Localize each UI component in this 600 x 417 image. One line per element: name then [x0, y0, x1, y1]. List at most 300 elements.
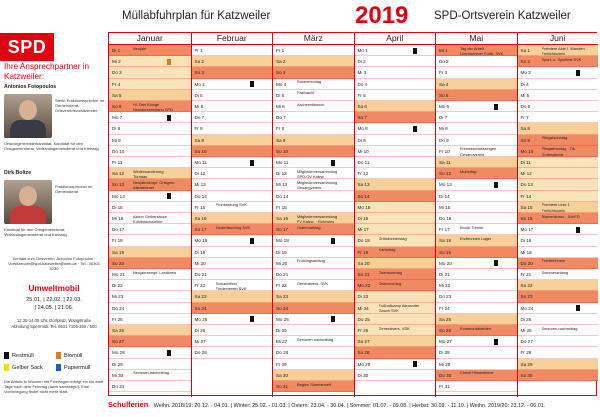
day-label: Mo 21 — [112, 272, 125, 277]
day-event: Kinderfasching SVK — [215, 224, 251, 230]
day-label: Sa 16 — [276, 216, 289, 221]
person-note: Ortsbürgermeisterkandidat, Kandidat für den Ortsgemeinderat, Verbandsgemeinderat und Kreistag — [4, 141, 99, 151]
day-row — [518, 280, 599, 291]
day-row — [355, 280, 436, 291]
day-label: So 24 — [276, 305, 289, 311]
day-label: Mo 6 — [439, 104, 450, 109]
day-label: Di 26 — [276, 328, 287, 333]
day-row — [436, 359, 517, 370]
day-row — [436, 146, 517, 157]
day-label: Mi 30 — [112, 372, 124, 378]
day-label: Do 9 — [439, 137, 449, 143]
day-row — [436, 291, 517, 302]
day-label: Sa 20 — [357, 260, 370, 266]
day-row — [436, 314, 517, 325]
day-row — [355, 168, 436, 179]
day-row — [355, 135, 436, 146]
day-label: Di 9 — [357, 137, 366, 143]
day-row — [518, 90, 599, 101]
day-label: Mi 17 — [357, 227, 369, 233]
day-row — [192, 45, 273, 56]
day-row — [518, 235, 599, 246]
day-event: Aktion Gelbersäcke Kühlbuschweiher — [133, 213, 167, 224]
day-row — [192, 280, 273, 291]
day-row — [192, 235, 273, 246]
restmuell-marker — [250, 316, 254, 322]
day-label: Do 11 — [357, 160, 370, 165]
day-label: Sa 8 — [520, 126, 530, 132]
day-label: Sa 23 — [194, 294, 207, 300]
day-row — [436, 347, 517, 358]
umweltmobil-info — [4, 318, 104, 329]
day-label: So 20 — [112, 260, 125, 266]
day-label: So 7 — [357, 115, 367, 121]
day-label: Di 26 — [194, 328, 206, 333]
day-event: Generalvers. SVK — [297, 280, 329, 286]
day-row — [436, 235, 517, 246]
day-label: Fr 26 — [357, 328, 369, 333]
day-label: Fr 5 — [357, 92, 366, 98]
day-event: Senioren-nachmittag — [541, 325, 578, 331]
day-row — [109, 347, 191, 358]
day-label: Mo 25 — [276, 316, 289, 322]
day-label: Mo 11 — [276, 160, 289, 165]
contact-person-2 — [4, 170, 104, 237]
day-label: So 6 — [112, 104, 122, 109]
day-row — [273, 168, 354, 179]
day-label: Fr 25 — [112, 316, 123, 322]
day-label: Sa 9 — [194, 137, 204, 143]
day-row — [109, 213, 191, 224]
day-row — [273, 112, 354, 123]
day-label: Fr 15 — [276, 204, 287, 210]
day-event: Neujahrsempf. Ortsgem. Altkaisbeuel — [133, 179, 176, 191]
day-event: Beginn Sommerzeit — [297, 381, 331, 387]
day-row — [518, 202, 599, 213]
day-row — [436, 79, 517, 90]
day-row — [109, 224, 191, 235]
month-column-mai — [435, 33, 517, 397]
day-label: Sa 27 — [357, 339, 370, 345]
day-label: Sa 30 — [276, 372, 289, 378]
day-row — [273, 179, 354, 190]
restmuell-marker — [331, 238, 335, 244]
restmuell-marker — [250, 81, 254, 87]
day-row — [192, 202, 273, 213]
day-row — [192, 347, 273, 358]
day-row — [273, 370, 354, 381]
day-label: Sa 26 — [112, 328, 125, 333]
day-event: Sport- u. Spielfest SVK — [541, 56, 582, 62]
day-row — [436, 191, 517, 202]
day-label: Mi 24 — [357, 305, 369, 311]
day-row — [273, 123, 354, 134]
restmuell-marker — [494, 182, 498, 188]
day-row — [273, 325, 354, 336]
day-label: Sa 4 — [439, 81, 449, 87]
day-row — [109, 79, 191, 90]
day-label: Di 5 — [194, 92, 203, 98]
day-event: Fastnacht — [297, 90, 315, 96]
day-row — [355, 235, 436, 246]
day-label: Di 5 — [276, 92, 285, 98]
school-holidays-text: Weihn. 2018/19: 20.12. - 04.01. | Winter: 25.02. - 01.03. | Ostern: 23.04. - 30.04. | Sommer: 01.07. - 09.08. | Herbst: 30.09. - 11.10. | Weihn. 2019/20: 23.12. - 06.01. — [153, 403, 546, 409]
day-label: Di 18 — [520, 238, 532, 244]
day-row — [518, 247, 599, 258]
day-label: So 14 — [357, 193, 370, 199]
day-label: Sa 18 — [439, 238, 452, 244]
restmuell-marker — [413, 48, 417, 54]
school-holidays-label: Schulferien — [108, 400, 149, 409]
day-row — [518, 123, 599, 134]
day-row — [355, 123, 436, 134]
day-row — [436, 336, 517, 347]
day-label: Fr 8 — [276, 126, 285, 132]
legend-label: Gelber Sack — [12, 364, 43, 371]
day-row — [273, 258, 354, 269]
day-event: Freundschaftssingen Gesangverein — [460, 146, 497, 157]
day-row — [273, 269, 354, 280]
day-row — [518, 359, 599, 370]
month-header: Juni — [518, 33, 599, 45]
day-event: Mitgliederversammlung SPD-OV Katzw. — [297, 168, 338, 179]
day-label: Sa 11 — [439, 160, 451, 165]
day-label: Di 30 — [357, 372, 369, 378]
day-event: Neujahr — [133, 45, 147, 51]
day-row — [436, 56, 517, 67]
day-label: Mi 20 — [276, 260, 288, 266]
day-row — [355, 56, 436, 67]
day-event: Neujahrsempf. Landkreis — [133, 269, 177, 275]
day-event: Mitgliederversammlung Gesangverein — [297, 179, 338, 191]
day-label: Mo 13 — [439, 182, 452, 188]
day-label: Mo 3 — [520, 70, 531, 76]
day-row — [192, 157, 273, 168]
day-row — [109, 258, 191, 269]
day-event: Erzbrunnen Lager — [460, 235, 492, 241]
day-row — [518, 101, 599, 112]
day-event: Premiere Akte I. Wanden Freilichtspiele — [541, 45, 585, 56]
day-label: So 24 — [194, 305, 207, 311]
day-label: Fr 31 — [439, 384, 450, 389]
day-event: Fronleichnam — [541, 258, 566, 264]
day-row — [109, 45, 191, 56]
restmuell-marker — [250, 238, 254, 244]
day-event: Boule-Turnier — [460, 224, 484, 230]
person-role: Stellv. Fraktionssprecher im Gemeinderat, Ortsvereinsvorsitzender — [55, 98, 105, 113]
day-label: So 10 — [194, 148, 207, 154]
day-row — [355, 157, 436, 168]
day-label: Di 23 — [357, 294, 369, 300]
month-column-februar — [191, 33, 273, 397]
day-row — [192, 269, 273, 280]
day-label: Mi 13 — [276, 182, 288, 188]
restmuell-marker — [576, 227, 580, 233]
day-row — [192, 123, 273, 134]
day-row — [109, 202, 191, 213]
day-label: Mi 22 — [439, 283, 451, 289]
day-label: Fr 19 — [357, 249, 369, 255]
day-label: So 23 — [520, 294, 533, 300]
day-row — [273, 314, 354, 325]
day-event: Blumenkorso · SchFD — [541, 213, 580, 219]
contacts-title: Ihre Ansprechpartner in Katzweiler: — [4, 62, 90, 81]
day-label: Mi 6 — [276, 104, 285, 109]
day-row — [436, 370, 517, 381]
day-event: Sommeranfang — [541, 269, 569, 275]
sperrmuell-contact: Abholung Sperrmüll: Tel. 0631 7105-250 / 500 — [11, 323, 97, 329]
day-row — [192, 314, 273, 325]
restmuell-marker — [494, 104, 498, 110]
day-row — [109, 303, 191, 314]
day-label: Sa 12 — [112, 171, 125, 177]
day-label: Fr 28 — [520, 350, 532, 356]
day-row — [355, 325, 436, 336]
day-row — [518, 269, 599, 280]
gelber-sack-swatch — [4, 364, 9, 371]
day-row — [273, 90, 354, 101]
day-label: Sa 15 — [520, 204, 533, 210]
day-label: So 16 — [520, 216, 533, 221]
day-row — [355, 359, 436, 370]
restmuell-marker — [250, 160, 254, 166]
day-event: Karfreitag — [378, 247, 396, 253]
day-row — [273, 157, 354, 168]
day-row — [192, 56, 273, 67]
day-label: Sa 1 — [520, 48, 530, 53]
person-note: Kandidat für den Ortsgemeinderat, Verbandsgemeinderat und Kreistag — [4, 227, 67, 237]
day-row — [436, 135, 517, 146]
day-row — [273, 146, 354, 157]
day-row — [192, 325, 273, 336]
day-label: Di 15 — [112, 204, 123, 210]
month-column-märz — [272, 33, 354, 397]
day-label: Mo 11 — [194, 160, 207, 165]
day-row — [436, 247, 517, 258]
day-label: So 19 — [439, 249, 452, 255]
day-row — [109, 370, 191, 381]
day-row — [273, 213, 354, 224]
day-row — [109, 56, 191, 67]
day-row — [273, 101, 354, 112]
month-column-juni — [517, 33, 599, 397]
day-label: Fr 29 — [276, 361, 287, 367]
day-row — [273, 381, 354, 392]
day-row — [518, 325, 599, 336]
day-row — [192, 146, 273, 157]
umweltmobil-title: Umweltmobil — [28, 284, 80, 293]
day-row — [355, 269, 436, 280]
day-event: Senioren-nachmittag — [297, 336, 333, 342]
party-contact: Kontakt zum Ortsverein: Antonios Fotopoulos · Vorsitzender@spd-katzweiler@web.de · Tel.: 06301 8230 — [8, 256, 100, 271]
day-row — [109, 269, 191, 280]
day-event: Ostersonntag — [378, 269, 402, 275]
day-row — [355, 303, 436, 314]
day-row — [192, 247, 273, 258]
day-label: Do 20 — [520, 260, 533, 266]
restmuell-marker — [413, 126, 417, 132]
day-row — [109, 135, 191, 146]
day-row — [436, 112, 517, 123]
day-row — [273, 336, 354, 347]
day-row — [518, 303, 599, 314]
day-row — [518, 157, 599, 168]
day-label: Fr 8 — [194, 126, 203, 132]
day-label: Di 2 — [357, 59, 366, 65]
day-label: So 17 — [276, 227, 289, 233]
day-label: So 10 — [276, 148, 289, 154]
day-label: Di 28 — [439, 350, 450, 356]
month-column-januar — [109, 33, 191, 397]
day-event: Schlachtfest Förderverein SVK — [215, 280, 247, 291]
day-label: Mo 25 — [194, 316, 208, 322]
legend-label: Papiermüll — [64, 364, 91, 371]
person-name: Dirk Boltze — [4, 170, 32, 176]
day-label: So 3 — [194, 70, 204, 76]
day-row — [109, 67, 191, 78]
legend-biomuell — [56, 352, 82, 359]
day-label: Mo 17 — [520, 227, 534, 233]
day-label: Fr 21 — [520, 272, 532, 277]
day-label: So 3 — [276, 70, 286, 76]
day-row — [273, 303, 354, 314]
day-row — [355, 146, 436, 157]
day-label: So 21 — [357, 272, 370, 277]
day-row — [109, 336, 191, 347]
day-label: So 28 — [357, 350, 370, 356]
day-label: Di 16 — [357, 216, 369, 221]
day-row — [518, 191, 599, 202]
day-label: Fr 12 — [357, 171, 369, 177]
day-label: Mi 15 — [439, 204, 451, 210]
day-row — [109, 314, 191, 325]
legend-papiermuell — [56, 364, 90, 371]
day-label: Do 18 — [357, 238, 370, 244]
day-label: Mi 6 — [194, 104, 204, 109]
person-role: Fraktionssprecher im Gemeinderat — [55, 184, 93, 194]
day-label: Do 31 — [112, 384, 125, 389]
umweltmobil-dates — [4, 296, 104, 312]
day-label: Fr 7 — [520, 115, 529, 121]
day-row — [355, 291, 436, 302]
day-label: Fr 11 — [112, 160, 123, 165]
page-title: Müllabfuhrplan für Katzweiler — [122, 10, 271, 22]
day-label: Mi 13 — [194, 182, 206, 188]
day-row — [192, 179, 273, 190]
day-row — [518, 168, 599, 179]
day-row — [109, 168, 191, 179]
day-label: Fr 18 — [112, 238, 123, 244]
day-label: Fr 24 — [439, 305, 450, 311]
day-label: Do 28 — [194, 350, 207, 356]
day-label: So 26 — [439, 328, 452, 333]
day-label: So 27 — [112, 339, 125, 345]
day-label: Sa 19 — [112, 249, 125, 255]
day-row — [518, 112, 599, 123]
day-row — [192, 213, 273, 224]
month-header: April — [355, 33, 436, 45]
day-event: Winterwanderung Turngau — [133, 168, 164, 179]
day-label: Mi 19 — [520, 249, 532, 255]
day-row — [518, 291, 599, 302]
day-event: Muttertag — [460, 168, 477, 174]
day-row — [109, 235, 191, 246]
day-row — [192, 67, 273, 78]
legend-gelber-sack — [4, 364, 43, 371]
umweltmobil-time: 12.35-14.05 Uhr, Dorfplatz, Waagstraße — [16, 318, 92, 323]
day-row — [518, 347, 599, 358]
day-label: Sa 22 — [520, 283, 533, 289]
day-row — [355, 90, 436, 101]
day-label: Mo 29 — [357, 361, 371, 367]
day-label: Do 21 — [194, 272, 207, 277]
day-row — [436, 303, 517, 314]
day-row — [192, 303, 273, 314]
contact-person-1 — [4, 84, 105, 151]
day-label: So 9 — [520, 137, 530, 143]
day-label: Do 7 — [194, 115, 205, 121]
day-event: Ostermontag — [378, 280, 401, 286]
day-label: Mi 27 — [194, 339, 206, 345]
legend-restmuell — [4, 352, 34, 359]
day-label: Di 19 — [276, 249, 287, 255]
day-row — [109, 179, 191, 190]
day-label: Fr 1 — [194, 48, 203, 53]
day-label: So 17 — [194, 227, 207, 233]
day-row — [436, 381, 517, 392]
day-label: Di 12 — [194, 171, 206, 177]
day-label: Mi 3 — [357, 70, 367, 76]
day-row — [192, 101, 273, 112]
day-row — [518, 213, 599, 224]
day-label: Do 17 — [112, 227, 125, 233]
restmuell-marker — [576, 305, 580, 311]
day-label: So 13 — [112, 182, 125, 188]
day-label: Di 1 — [112, 48, 121, 53]
day-row — [355, 202, 436, 213]
day-label: Do 16 — [439, 216, 452, 221]
day-row — [436, 90, 517, 101]
month-header: Januar — [109, 33, 191, 45]
day-label: Do 6 — [520, 104, 531, 109]
day-label: Mo 18 — [276, 238, 289, 244]
day-row — [436, 224, 517, 235]
day-label: Sa 13 — [357, 182, 370, 188]
day-row — [273, 79, 354, 90]
day-row — [518, 146, 599, 157]
biomuell-swatch — [56, 352, 61, 359]
day-event: Kommunalwahlen — [460, 325, 491, 331]
day-label: Fr 22 — [194, 283, 206, 289]
day-row — [355, 224, 436, 235]
day-row — [273, 347, 354, 358]
day-row — [518, 370, 599, 381]
day-row — [518, 67, 599, 78]
day-label: Do 24 — [112, 305, 125, 311]
day-label: Di 25 — [520, 316, 532, 322]
day-label: Mi 26 — [520, 328, 532, 333]
day-event: Rosenmontag — [297, 79, 322, 85]
day-row — [192, 191, 273, 202]
month-header: Mai — [436, 33, 517, 45]
day-label: Di 22 — [112, 283, 123, 289]
day-row — [355, 258, 436, 269]
day-row — [436, 123, 517, 134]
day-row — [192, 258, 273, 269]
school-holidays-footer — [108, 398, 597, 412]
day-label: Fr 17 — [439, 227, 450, 233]
day-row — [518, 79, 599, 90]
